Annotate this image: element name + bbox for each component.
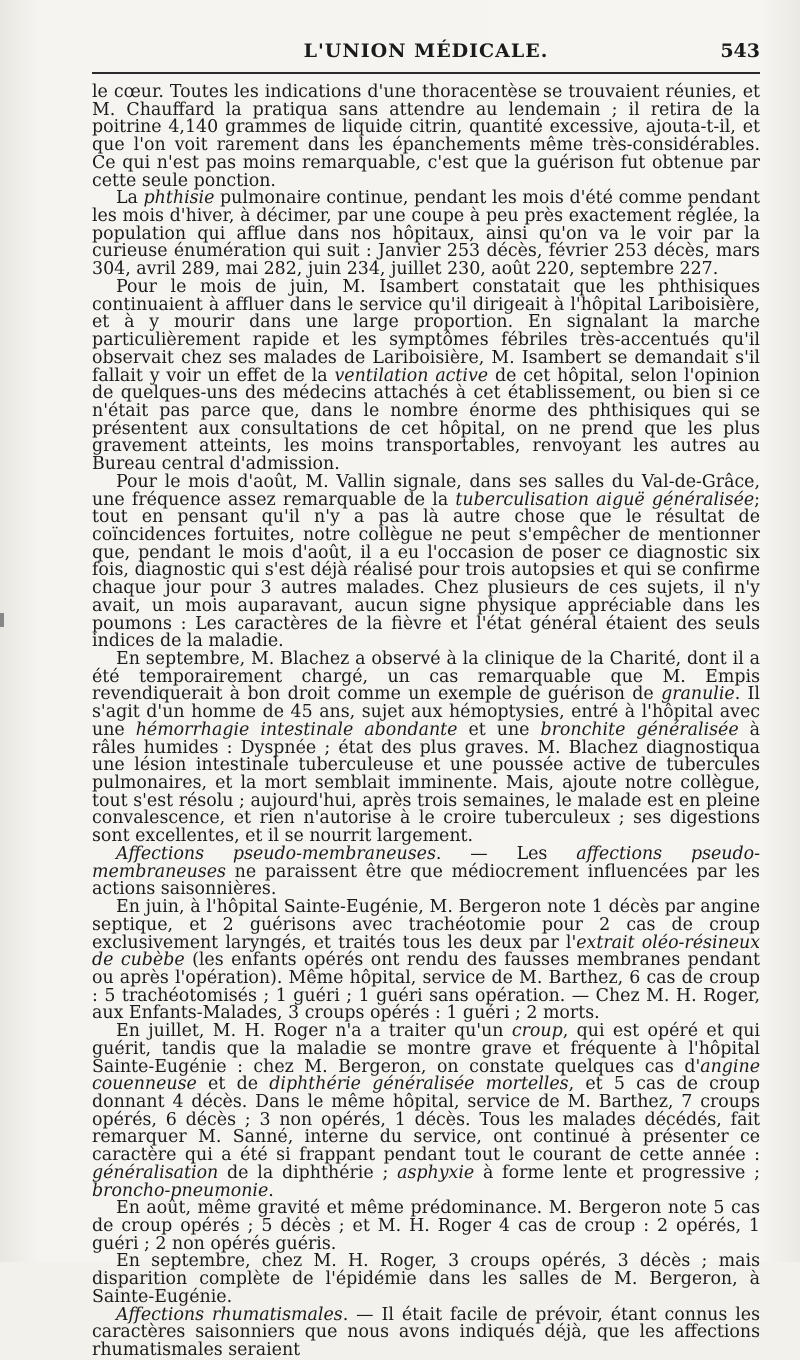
italic-text: extrait oléo-résineux de cubèbe [92,932,761,971]
text-run: En juillet, M. H. Roger n'a a traiter qu'un [116,1021,512,1042]
paragraph [92,471,761,652]
text-run: , qui est opéré et qui guérit, tandis que la maladie se montre grave et fréquente à l'hôpital Sainte-Eugénie : chez M. Bergeron, on constate quelques cas d' [92,1021,760,1077]
italic-text: Affections rhumatismales [116,1304,343,1325]
italic-text: croup [511,1021,563,1042]
text-run: La [116,188,144,209]
paragraph [92,276,760,475]
italic-text: bronchite généralisée [540,719,739,740]
text-run: à râles humides : Dyspnée ; état des plus graves. M. Blachez diagnostiqua une lésion intestinale tuberculeuse et une poussée active de tubercules pulmonaires, et la mort semblait imminente. Mais, ajoute notre collègue, tout s'est résolu ; aujourd'hui, après trois semaines, le malade est en pleine convalescence, et rien n'autorise à le croire tuberculeux ; ses digestions sont excellentes, et il se nourrit largement. [92,719,760,847]
text-run: . Il s'agit d'un homme de 45 ans, sujet aux hémoptysies, entré à l'hôpital avec une [92,684,760,740]
paragraph [92,651,760,846]
text-run: ; tout en pensant qu'il n'y a pas là autre chose que le résultat de coïncidences fortuites, notre collègue ne peut s'empêcher de mentionner que, pendant le mois d'août, il a eu l'occasion de poser ce diagnostic six fois, diagnostic qui s'est déjà réalisé pour trois autopsies et qui se confirme chaque jour pour 3 autres malades. Chez plusieurs de ces sujets, il n'y avait, un mois auparavant, aucun signe physique appréciable dans les poumons : Les caractères de la fièvre et l'état général étaient des seuls indices de la maladie. [92,489,761,652]
text-run: à forme lente et progressive ; [474,1162,760,1183]
italic-text: broncho-pneumonie [92,1180,269,1201]
text-run: En juin, à l'hôpital Sainte-Eugénie, M. Bergeron note 1 décès par angine septique, et 2 guérisons avec trachéotomie pour 2 cas de croup exclusivement laryngés, et traités tous les deux par l' [92,897,760,953]
paragraph [92,190,760,279]
text-run: En septembre, M. Blachez a observé à la clinique de la Charité, dont il a été temporairement chargé, un cas remarquable que M. Empis revendiquerait à bon droit comme un exemple de guérison de [92,649,760,705]
paragraph [92,1304,760,1360]
article-body [92,84,760,1360]
page-header [92,40,760,70]
italic-text: granulie [661,684,735,705]
page-number: 543 [720,40,760,62]
text-run: et une [457,719,541,740]
italic-text: généralisation [92,1162,219,1183]
text-run: de la diphthérie ; [218,1162,398,1183]
italic-text: tuberculisation aiguë généralisée [455,489,755,510]
text-run: pulmonaire continue, pendant les mois d'été comme pendant les mois d'hiver, à décimer, par une coupe à peu près exactement réglée, la population qui afflue dans nos hôpitaux, ainsi qu'on va le voir par la curieuse énumération qui suit : Janvier 253 décès, février 253 décès, mars 304, avril 289, mai 282, juin 234, juillet 230, août 220, septembre 227. [92,188,760,280]
text-run: En septembre, chez M. H. Roger, 3 croups opérés, 3 décès ; mais disparition complète de l'épidémie dans les salles de M. Bergeron, à Sainte-Eugénie. [92,1251,760,1307]
italic-text: ventilation active [334,365,489,386]
text-run: . [268,1180,274,1201]
paragraph [92,84,760,190]
text-run: En août, même gravité et même prédominance. M. Bergeron note 5 cas de croup opérés ; 5 décès ; et M. H. Roger 4 cas de croup : 2 opérés, 1 guéri ; 2 non opérés guéris. [92,1198,760,1254]
text-run: Pour le mois de juin, M. Isambert constatait que les phthisiques continuaient à affluer dans le service qu'il dirigeait à l'hôpital Lariboisière, et à y mourir dans une large proportion. En signalant la marche particulièrement rapide et les symptômes fébriles très-accentués qu'il observait chez ses malades de Lariboisière, M. Isambert se demandait s'il fallait y voir un effet de la [92,276,760,386]
paragraph [92,1253,760,1306]
text-run: . — Les [435,843,577,864]
text-run: ne paraissent être que médiocrement influencées par les actions saisonnières. [92,861,760,900]
text-run: , et 5 cas de croup donnant 4 décès. Dans le même hôpital, service de M. Barthez, 7 croups opérés, 6 décès ; 3 non opérés, 1 décès. Tous les malades décédés, fait remarquer M. Sanné, interne du service, ont continué à présenter ce caractère qui a été si frappant pendant tout le courant de cette année : [92,1074,760,1166]
text-run: Pour le mois d'août, M. Vallin signale, dans ses salles du Val-de-Grâce, une fréquence assez remarquable de la [92,471,760,510]
italic-text: diphthérie généralisée mortelles [269,1074,569,1095]
paragraph [92,1200,760,1253]
running-title: L'UNION MÉDICALE. [303,40,549,62]
italic-text: Affections pseudo-membraneuses [116,843,436,864]
italic-text: hémorrhagie intestinale abondante [135,719,458,740]
header-rule [92,72,760,74]
text-run: de cet hôpital, selon l'opinion de quelques-uns des médecins attachés à cet établissement, ou bien si ce n'était pas parce que, dans le nombre énorme des phthisiques qui se présentent aux consultations de cet hôpital, on ne prend que les plus gravement atteints, les moins transportables, renvoyant les autres au Bureau central d'admission. [92,365,760,475]
text-run: . — Il était facile de prévoir, étant connus les caractères saisonniers que nous avons indiqués déjà, que les affections rhumatismales seraient [92,1304,760,1360]
binding-mark [0,613,4,627]
italic-text: phthisie [143,188,215,209]
paragraph [92,1023,760,1200]
paragraph [92,843,760,900]
text-run: et de [196,1074,270,1095]
italic-text: asphyxie [397,1162,475,1183]
text-run: le cœur. Toutes les indications d'une thoracentèse se trouvaient réunies, et M. Chauffard la pratiqua sans attendre au lendemain ; il retira de la poitrine 4,140 grammes de liquide citrin, quantité excessive, ajouta-t-il, et que l'on voit rarement dans les épanchements même très-considérables. Ce qui n'est pas moins remarquable, c'est que la guérison fut obtenue par cette seule ponction. [92,82,760,191]
paragraph [92,899,760,1023]
text-run: (les enfants opérés ont rendu des fausses membranes pendant ou après l'opération). Même hôpital, service de M. Barthez, 6 cas de croup : 5 trachéotomisés ; 1 guéri ; 1 guéri sans opération. — Chez M. H. Roger, aux Enfants-Malades, 3 croups opérés : 1 guéri ; 2 morts. [92,950,760,1024]
italic-text: affections pseudo-membraneuses [92,843,760,882]
italic-text: angine couenneuse [92,1056,760,1095]
